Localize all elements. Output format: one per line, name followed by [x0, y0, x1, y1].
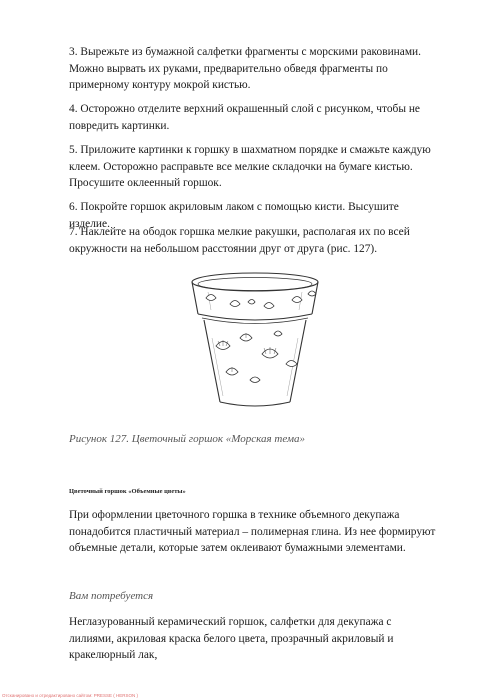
section-title: Цветочный горшок «Объемные цветы»	[69, 488, 186, 495]
flower-pot-illustration	[180, 268, 330, 416]
step-3-paragraph: 3. Вырежьте из бумажной салфетки фрагменты с морскими раковинами. Можно вырвать их руками, предварительно обведя фрагменты по примерному контуру мокрой кистью.	[69, 46, 421, 91]
step-4-paragraph: 4. Осторожно отделите верхний окрашенный слой с рисунком, чтобы не повредить картинки.	[69, 103, 420, 132]
materials-heading: Вам потребуется	[69, 590, 154, 602]
materials-paragraph: Неглазурованный керамический горшок, салфетки для декупажа с лилиями, акриловая краска белого цвета, прозрачный акриловый и кракелюрный лак,	[69, 616, 394, 661]
intro-paragraph: При оформлении цветочного горшка в технике объемного декупажа понадобится пластичный материал – полимерная глина. Из нее формируют объемные детали, которые затем оклеивают бумажными элементами.	[69, 509, 436, 554]
scan-watermark: Отсканировано и отредактировано сайтом: PRESSE ( HERSON )	[2, 693, 138, 698]
flower-pot-drawing	[180, 268, 330, 416]
step-5-paragraph: 5. Приложите картинки к горшку в шахматном порядке и смажьте каждую клеем. Осторожно расправьте все мелкие складочки на бумаге кистью. Просушите оклеенный горшок.	[69, 144, 431, 189]
step-6-paragraph: 6. Покройте горшок акриловым лаком с помощью кисти. Высушите изделие.	[69, 201, 399, 230]
step-7-paragraph: 7. Наклейте на ободок горшка мелкие ракушки, располагая их по всей окружности на небольшом расстоянии друг от друга (рис. 127).	[69, 226, 410, 255]
figure-caption: Рисунок 127. Цветочный горшок «Морская тема»	[69, 433, 305, 445]
